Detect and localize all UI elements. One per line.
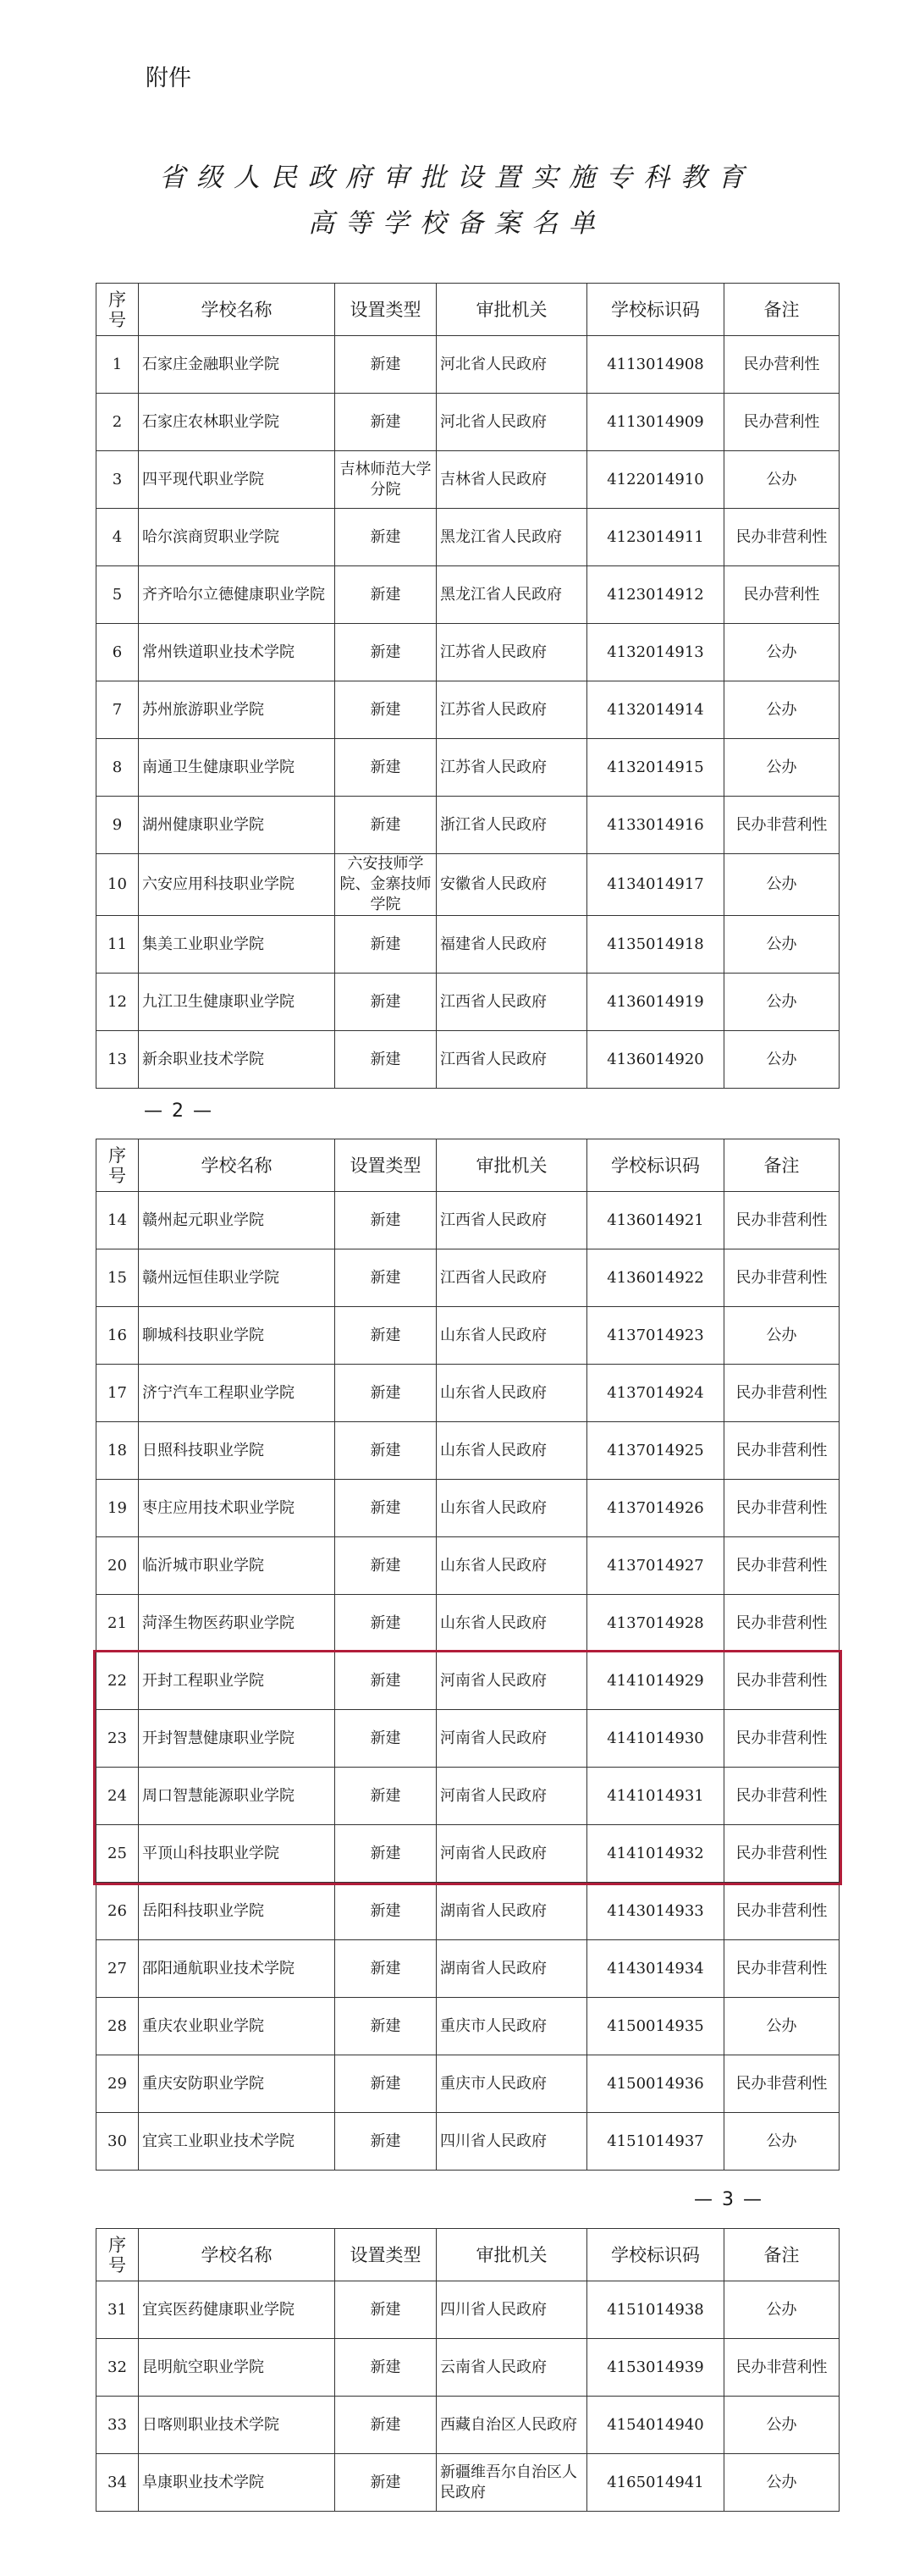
cell-seq: 25	[96, 1825, 139, 1883]
cell-school-code: 4132014915	[587, 739, 724, 797]
cell-school-name: 开封工程职业学院	[139, 1652, 335, 1710]
cell-remark: 公办	[724, 739, 840, 797]
cell-remark: 公办	[724, 1998, 840, 2055]
table-row	[96, 2281, 840, 2339]
cell-remark: 民办非营利性	[724, 1768, 840, 1825]
cell-school-name: 阜康职业技术学院	[139, 2454, 335, 2512]
school-table-page3	[96, 2228, 840, 2512]
cell-setup-type: 新建	[335, 916, 437, 974]
cell-seq: 18	[96, 1422, 139, 1480]
cell-school-name: 赣州起元职业学院	[139, 1192, 335, 1249]
cell-approval-authority: 新疆维吾尔自治区人民政府	[437, 2454, 587, 2512]
cell-seq: 21	[96, 1595, 139, 1652]
cell-setup-type: 新建	[335, 2055, 437, 2113]
cell-seq: 30	[96, 2113, 139, 2171]
header-school-name: 学校名称	[139, 2229, 335, 2281]
cell-setup-type: 新建	[335, 681, 437, 739]
cell-school-name: 六安应用科技职业学院	[139, 854, 335, 916]
cell-school-code: 4141014931	[587, 1768, 724, 1825]
header-remark: 备注	[724, 284, 840, 336]
cell-school-name: 齐齐哈尔立德健康职业学院	[139, 566, 335, 624]
cell-seq: 3	[96, 451, 139, 509]
cell-setup-type: 新建	[335, 2281, 437, 2339]
cell-approval-authority: 河南省人民政府	[437, 1825, 587, 1883]
cell-setup-type: 新建	[335, 2113, 437, 2171]
header-approval-authority: 审批机关	[437, 1139, 587, 1192]
table-row	[96, 451, 840, 509]
cell-approval-authority: 吉林省人民政府	[437, 451, 587, 509]
attachment-label: 附件	[146, 65, 191, 91]
table-row	[96, 509, 840, 566]
cell-remark: 民办非营利性	[724, 1883, 840, 1940]
cell-approval-authority: 江苏省人民政府	[437, 739, 587, 797]
cell-school-name: 苏州旅游职业学院	[139, 681, 335, 739]
table-row	[96, 1710, 840, 1768]
table-row	[96, 1883, 840, 1940]
cell-seq: 27	[96, 1940, 139, 1998]
cell-school-name: 重庆安防职业学院	[139, 2055, 335, 2113]
cell-setup-type: 新建	[335, 624, 437, 681]
cell-remark: 公办	[724, 916, 840, 974]
cell-setup-type: 新建	[335, 2454, 437, 2512]
cell-school-code: 4141014929	[587, 1652, 724, 1710]
cell-remark: 民办非营利性	[724, 1192, 840, 1249]
table-header-row	[96, 1139, 840, 1192]
cell-seq: 1	[96, 336, 139, 394]
table-row	[96, 566, 840, 624]
header-school-name: 学校名称	[139, 284, 335, 336]
cell-school-code: 4133014916	[587, 797, 724, 854]
cell-remark: 民办非营利性	[724, 797, 840, 854]
cell-school-name: 赣州远恒佳职业学院	[139, 1249, 335, 1307]
cell-approval-authority: 山东省人民政府	[437, 1307, 587, 1365]
cell-remark: 民办非营利性	[724, 2055, 840, 2113]
cell-seq: 20	[96, 1537, 139, 1595]
cell-seq: 14	[96, 1192, 139, 1249]
header-setup-type: 设置类型	[335, 284, 437, 336]
cell-school-code: 4141014932	[587, 1825, 724, 1883]
header-seq: 序号	[96, 1139, 139, 1192]
cell-setup-type: 新建	[335, 1480, 437, 1537]
header-school-code: 学校标识码	[587, 2229, 724, 2281]
table-row	[96, 1595, 840, 1652]
cell-approval-authority: 江西省人民政府	[437, 974, 587, 1031]
cell-setup-type: 新建	[335, 974, 437, 1031]
cell-remark: 公办	[724, 1307, 840, 1365]
cell-remark: 公办	[724, 854, 840, 916]
document-title-line2: 高等学校备案名单	[308, 208, 606, 239]
cell-seq: 9	[96, 797, 139, 854]
cell-approval-authority: 山东省人民政府	[437, 1480, 587, 1537]
cell-approval-authority: 黑龙江省人民政府	[437, 566, 587, 624]
cell-school-code: 4154014940	[587, 2397, 724, 2454]
cell-remark: 民办非营利性	[724, 1249, 840, 1307]
cell-school-code: 4132014913	[587, 624, 724, 681]
cell-school-code: 4136014920	[587, 1031, 724, 1089]
cell-setup-type: 六安技师学院、金寨技师学院	[335, 854, 437, 916]
cell-seq: 23	[96, 1710, 139, 1768]
cell-seq: 13	[96, 1031, 139, 1089]
cell-setup-type: 新建	[335, 797, 437, 854]
table-row	[96, 681, 840, 739]
page-number: — 2 —	[144, 1100, 213, 1122]
cell-seq: 11	[96, 916, 139, 974]
table-row	[96, 1307, 840, 1365]
table-header-row	[96, 284, 840, 336]
cell-school-code: 4137014926	[587, 1480, 724, 1537]
cell-setup-type: 新建	[335, 1940, 437, 1998]
cell-school-name: 哈尔滨商贸职业学院	[139, 509, 335, 566]
header-seq: 序号	[96, 2229, 139, 2281]
cell-approval-authority: 浙江省人民政府	[437, 797, 587, 854]
cell-approval-authority: 云南省人民政府	[437, 2339, 587, 2397]
cell-setup-type: 新建	[335, 1883, 437, 1940]
table-row	[96, 1998, 840, 2055]
cell-seq: 22	[96, 1652, 139, 1710]
header-remark: 备注	[724, 1139, 840, 1192]
table-row	[96, 1825, 840, 1883]
cell-seq: 6	[96, 624, 139, 681]
cell-school-code: 4137014924	[587, 1365, 724, 1422]
cell-school-code: 4123014912	[587, 566, 724, 624]
cell-school-code: 4151014938	[587, 2281, 724, 2339]
cell-school-code: 4134014917	[587, 854, 724, 916]
cell-school-code: 4132014914	[587, 681, 724, 739]
cell-remark: 公办	[724, 2397, 840, 2454]
cell-school-name: 集美工业职业学院	[139, 916, 335, 974]
table-row	[96, 797, 840, 854]
header-approval-authority: 审批机关	[437, 2229, 587, 2281]
header-approval-authority: 审批机关	[437, 284, 587, 336]
cell-remark: 公办	[724, 2113, 840, 2171]
table-row	[96, 1031, 840, 1089]
cell-approval-authority: 江西省人民政府	[437, 1031, 587, 1089]
cell-remark: 公办	[724, 974, 840, 1031]
cell-school-name: 邵阳通航职业技术学院	[139, 1940, 335, 1998]
header-seq: 序号	[96, 284, 139, 336]
cell-approval-authority: 重庆市人民政府	[437, 1998, 587, 2055]
table-header-row	[96, 2229, 840, 2281]
cell-remark: 公办	[724, 2454, 840, 2512]
cell-school-code: 4153014939	[587, 2339, 724, 2397]
cell-seq: 5	[96, 566, 139, 624]
cell-seq: 34	[96, 2454, 139, 2512]
cell-approval-authority: 重庆市人民政府	[437, 2055, 587, 2113]
cell-approval-authority: 黑龙江省人民政府	[437, 509, 587, 566]
cell-school-code: 4136014922	[587, 1249, 724, 1307]
cell-school-code: 4113014908	[587, 336, 724, 394]
cell-school-name: 菏泽生物医药职业学院	[139, 1595, 335, 1652]
cell-remark: 公办	[724, 681, 840, 739]
cell-school-name: 四平现代职业学院	[139, 451, 335, 509]
cell-seq: 26	[96, 1883, 139, 1940]
cell-approval-authority: 西藏自治区人民政府	[437, 2397, 587, 2454]
cell-setup-type: 新建	[335, 1422, 437, 1480]
table-row	[96, 739, 840, 797]
cell-setup-type: 新建	[335, 1192, 437, 1249]
cell-remark: 民办非营利性	[724, 1710, 840, 1768]
cell-seq: 31	[96, 2281, 139, 2339]
cell-setup-type: 新建	[335, 1249, 437, 1307]
cell-school-code: 4122014910	[587, 451, 724, 509]
cell-seq: 7	[96, 681, 139, 739]
cell-approval-authority: 河北省人民政府	[437, 394, 587, 451]
cell-school-name: 新余职业技术学院	[139, 1031, 335, 1089]
cell-approval-authority: 福建省人民政府	[437, 916, 587, 974]
cell-approval-authority: 河南省人民政府	[437, 1710, 587, 1768]
cell-setup-type: 新建	[335, 1031, 437, 1089]
cell-school-name: 日喀则职业技术学院	[139, 2397, 335, 2454]
cell-seq: 24	[96, 1768, 139, 1825]
cell-remark: 民办非营利性	[724, 1422, 840, 1480]
cell-school-name: 南通卫生健康职业学院	[139, 739, 335, 797]
school-table-page2	[96, 1139, 840, 2171]
cell-seq: 4	[96, 509, 139, 566]
cell-remark: 民办非营利性	[724, 1825, 840, 1883]
cell-school-name: 宜宾工业职业技术学院	[139, 2113, 335, 2171]
cell-seq: 17	[96, 1365, 139, 1422]
cell-school-name: 岳阳科技职业学院	[139, 1883, 335, 1940]
cell-seq: 10	[96, 854, 139, 916]
cell-school-name: 九江卫生健康职业学院	[139, 974, 335, 1031]
table-row	[96, 1768, 840, 1825]
table-row	[96, 336, 840, 394]
cell-school-name: 聊城科技职业学院	[139, 1307, 335, 1365]
header-school-code: 学校标识码	[587, 284, 724, 336]
cell-approval-authority: 山东省人民政府	[437, 1422, 587, 1480]
cell-school-code: 4123014911	[587, 509, 724, 566]
cell-school-name: 湖州健康职业学院	[139, 797, 335, 854]
cell-approval-authority: 河南省人民政府	[437, 1768, 587, 1825]
cell-school-name: 平顶山科技职业学院	[139, 1825, 335, 1883]
cell-school-code: 4135014918	[587, 916, 724, 974]
cell-remark: 民办营利性	[724, 336, 840, 394]
cell-seq: 2	[96, 394, 139, 451]
table-row	[96, 1480, 840, 1537]
header-setup-type: 设置类型	[335, 1139, 437, 1192]
cell-school-name: 日照科技职业学院	[139, 1422, 335, 1480]
table-row	[96, 916, 840, 974]
cell-school-name: 临沂城市职业学院	[139, 1537, 335, 1595]
cell-approval-authority: 山东省人民政府	[437, 1595, 587, 1652]
cell-approval-authority: 江西省人民政府	[437, 1192, 587, 1249]
cell-setup-type: 新建	[335, 1825, 437, 1883]
cell-school-code: 4137014923	[587, 1307, 724, 1365]
table-row	[96, 1249, 840, 1307]
cell-school-code: 4150014936	[587, 2055, 724, 2113]
cell-remark: 民办营利性	[724, 566, 840, 624]
cell-approval-authority: 四川省人民政府	[437, 2281, 587, 2339]
cell-seq: 28	[96, 1998, 139, 2055]
school-table-page1	[96, 283, 840, 1089]
header-remark: 备注	[724, 2229, 840, 2281]
cell-remark: 民办非营利性	[724, 1480, 840, 1537]
header-setup-type: 设置类型	[335, 2229, 437, 2281]
cell-approval-authority: 河南省人民政府	[437, 1652, 587, 1710]
table-row	[96, 1537, 840, 1595]
header-school-name: 学校名称	[139, 1139, 335, 1192]
cell-setup-type: 新建	[335, 1652, 437, 1710]
cell-remark: 公办	[724, 2281, 840, 2339]
table-row	[96, 1652, 840, 1710]
cell-school-name: 开封智慧健康职业学院	[139, 1710, 335, 1768]
table-row	[96, 854, 840, 916]
cell-seq: 32	[96, 2339, 139, 2397]
cell-approval-authority: 湖南省人民政府	[437, 1883, 587, 1940]
cell-seq: 33	[96, 2397, 139, 2454]
cell-school-name: 周口智慧能源职业学院	[139, 1768, 335, 1825]
cell-remark: 民办非营利性	[724, 509, 840, 566]
cell-school-name: 枣庄应用技术职业学院	[139, 1480, 335, 1537]
cell-setup-type: 新建	[335, 566, 437, 624]
cell-seq: 12	[96, 974, 139, 1031]
header-school-code: 学校标识码	[587, 1139, 724, 1192]
cell-setup-type: 新建	[335, 1595, 437, 1652]
cell-remark: 民办非营利性	[724, 1652, 840, 1710]
cell-setup-type: 新建	[335, 1307, 437, 1365]
cell-school-name: 宜宾医药健康职业学院	[139, 2281, 335, 2339]
cell-school-code: 4150014935	[587, 1998, 724, 2055]
cell-school-code: 4143014933	[587, 1883, 724, 1940]
cell-school-code: 4151014937	[587, 2113, 724, 2171]
cell-setup-type: 新建	[335, 739, 437, 797]
table-row	[96, 1192, 840, 1249]
cell-approval-authority: 河北省人民政府	[437, 336, 587, 394]
cell-approval-authority: 江苏省人民政府	[437, 681, 587, 739]
cell-seq: 15	[96, 1249, 139, 1307]
cell-school-name: 重庆农业职业学院	[139, 1998, 335, 2055]
table-row	[96, 2454, 840, 2512]
cell-setup-type: 新建	[335, 336, 437, 394]
table-row	[96, 624, 840, 681]
cell-approval-authority: 江苏省人民政府	[437, 624, 587, 681]
cell-setup-type: 新建	[335, 1710, 437, 1768]
table-row	[96, 974, 840, 1031]
cell-seq: 29	[96, 2055, 139, 2113]
cell-school-code: 4143014934	[587, 1940, 724, 1998]
cell-school-name: 石家庄金融职业学院	[139, 336, 335, 394]
cell-remark: 民办非营利性	[724, 1537, 840, 1595]
cell-remark: 公办	[724, 451, 840, 509]
cell-remark: 民办营利性	[724, 394, 840, 451]
table-row	[96, 1365, 840, 1422]
cell-school-code: 4136014921	[587, 1192, 724, 1249]
cell-remark: 民办非营利性	[724, 1365, 840, 1422]
cell-seq: 19	[96, 1480, 139, 1537]
cell-school-code: 4136014919	[587, 974, 724, 1031]
cell-school-name: 昆明航空职业学院	[139, 2339, 335, 2397]
document-title-line1: 省级人民政府审批设置实施专科教育	[159, 163, 755, 193]
cell-setup-type: 新建	[335, 1768, 437, 1825]
cell-setup-type: 新建	[335, 2339, 437, 2397]
cell-school-name: 济宁汽车工程职业学院	[139, 1365, 335, 1422]
table-row	[96, 2113, 840, 2171]
cell-seq: 16	[96, 1307, 139, 1365]
cell-setup-type: 吉林师范大学分院	[335, 451, 437, 509]
cell-remark: 公办	[724, 624, 840, 681]
cell-setup-type: 新建	[335, 2397, 437, 2454]
cell-setup-type: 新建	[335, 394, 437, 451]
cell-school-code: 4137014928	[587, 1595, 724, 1652]
cell-school-code: 4137014927	[587, 1537, 724, 1595]
cell-setup-type: 新建	[335, 1998, 437, 2055]
cell-approval-authority: 山东省人民政府	[437, 1365, 587, 1422]
cell-school-name: 石家庄农林职业学院	[139, 394, 335, 451]
cell-school-code: 4113014909	[587, 394, 724, 451]
cell-school-code: 4165014941	[587, 2454, 724, 2512]
cell-school-code: 4137014925	[587, 1422, 724, 1480]
table-row	[96, 1940, 840, 1998]
table-row	[96, 2055, 840, 2113]
cell-setup-type: 新建	[335, 1537, 437, 1595]
cell-seq: 8	[96, 739, 139, 797]
page-number: — 3 —	[694, 2189, 763, 2210]
table-row	[96, 394, 840, 451]
cell-setup-type: 新建	[335, 509, 437, 566]
cell-remark: 民办非营利性	[724, 2339, 840, 2397]
cell-approval-authority: 安徽省人民政府	[437, 854, 587, 916]
cell-approval-authority: 湖南省人民政府	[437, 1940, 587, 1998]
table-row	[96, 2397, 840, 2454]
cell-setup-type: 新建	[335, 1365, 437, 1422]
cell-approval-authority: 山东省人民政府	[437, 1537, 587, 1595]
table-row	[96, 2339, 840, 2397]
cell-school-name: 常州铁道职业技术学院	[139, 624, 335, 681]
cell-remark: 民办非营利性	[724, 1595, 840, 1652]
table-row	[96, 1422, 840, 1480]
cell-remark: 民办非营利性	[724, 1940, 840, 1998]
cell-school-code: 4141014930	[587, 1710, 724, 1768]
cell-approval-authority: 江西省人民政府	[437, 1249, 587, 1307]
cell-approval-authority: 四川省人民政府	[437, 2113, 587, 2171]
cell-remark: 公办	[724, 1031, 840, 1089]
